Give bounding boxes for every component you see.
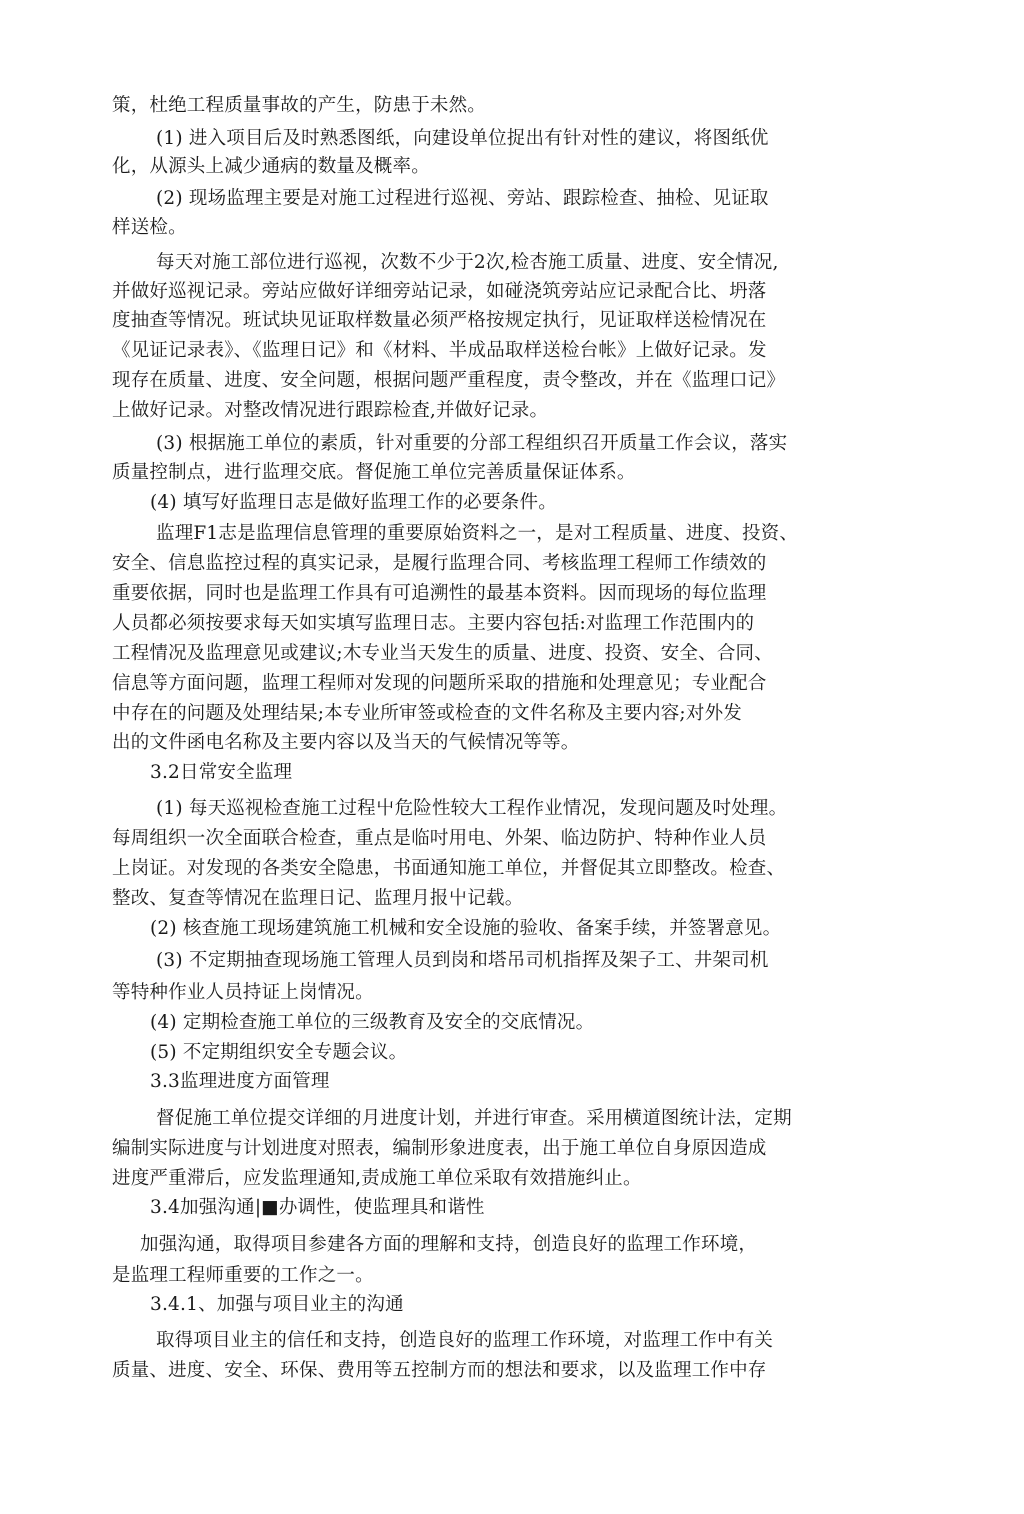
- text-line: (3) 不定期抽查现场施工管理人员到岗和塔吊司机指挥及架子工、井架司机: [156, 950, 769, 971]
- text-line: (1) 进入项目后及时熟悉图纸，向建设单位捉出有针对性的建议，将图纸优: [156, 128, 769, 149]
- text-line: 整改、复查等情况在监理日记、监理月报屮记载。: [112, 888, 524, 909]
- text-line: 策，杜绝工程质量事故的产生，防患于未然。: [112, 95, 487, 116]
- text-line: 质量、进度、安全、环保、费用等五控制方而的想法和要求，以及监理工作中存: [112, 1360, 767, 1381]
- text-line: (3) 根据施工单位的素质，针对重要的分部工程组织召开质量工作会议，落实: [156, 433, 788, 454]
- text-line: 重要依据，同时也是监理工作具有可追溯性的最基本资料。因而现场的每位监理: [112, 583, 767, 604]
- text-line: 每天对施工部位进行巡视，次数不少于2次,检杏施工质量、进度、安全情况,: [156, 252, 779, 273]
- text-line: 上做好记录。对整改情况进行跟踪检査,并做好记录。: [112, 400, 549, 421]
- text-line: 是监理工程师重要的工作之一。: [112, 1265, 374, 1286]
- text-line: 《见证记录表》、《监理日记》和《材料、半成品取样送检台帐》上做好记录。发: [112, 340, 767, 361]
- text-line: 出的文件函电名称及主要内容以及当天的气候情况等等。: [112, 732, 580, 753]
- text-line: 上岗证。对发现的各类安全隐患，书面通知施工单位，并督促其立即整改。检查、: [112, 858, 786, 879]
- section-heading: 3.4.1、加强与项目业主的沟通: [150, 1294, 404, 1315]
- text-line: (1) 每天巡视检查施工过程屮危险性较大工程作业情况，发现问题及吋处理。: [156, 798, 788, 819]
- text-line: 中存在的问题及处理结杲;本专业所审签或检查的文件名称及主要内容;对外发: [112, 703, 742, 724]
- text-line: (4) 填写好监理日志是做好监理工作的必要条件。: [150, 492, 557, 513]
- text-line: 人员都必须按要求每天如实填写监理日志。主要内容包括:对监理工作范围内的: [112, 613, 755, 634]
- text-line: 安全、信息监控过程的真实记录，是履行监理合同、考核监理工程师工作绩效的: [112, 553, 767, 574]
- text-line: 取得项目业主的信任和支持，创造良好的监理工作环境，对监理工作中有关: [156, 1330, 774, 1351]
- text-line: (2) 现场监理主要是对施工过程进行巡视、旁站、跟踪检查、抽检、见证取: [156, 188, 769, 209]
- text-line: 样送检。: [112, 217, 187, 238]
- text-line: 工程情况及监理意见或建议;木专业当天发生的质量、进度、投资、安全、合同、: [112, 643, 773, 664]
- text-line: 质量控制点，进行监理交底。督促施工单位完善质量保证体系。: [112, 462, 636, 483]
- section-heading: 3.4加强沟通|■办调性，使监理具和谐性: [150, 1197, 485, 1218]
- text-line: 化，从源头上减少通病的数量及概率。: [112, 156, 430, 177]
- text-line: (4) 定期检查施工单位的三级教育及安全的交底情况。: [150, 1012, 595, 1033]
- text-line: 等特种作业人员持证上岗情况。: [112, 982, 374, 1003]
- text-line: 监理F1志是监理信息管理的重要原始资料之一，是对工程质量、进度、投资、: [156, 523, 799, 544]
- text-line: 进度严重滞后，应发监理通知,责成施工单位采取有效措施纠止。: [112, 1168, 642, 1189]
- section-heading: 3.3监理进度方面管理: [150, 1071, 330, 1092]
- text-line: (5) 不定期组织安全专题会议。: [150, 1042, 408, 1063]
- text-line: (2) 核查施工现场建筑施工机械和安全设施的验收、备案手续，并签署意见。: [150, 918, 782, 939]
- text-line: 加强沟通，取得项目参建各方面的理解和支持，创造良好的监理工作环境，: [140, 1234, 758, 1255]
- text-line: 督促施工单位提交详细的月进度计划，并进行审查。采用横道图统计法，定期: [156, 1108, 792, 1129]
- text-line: 每周组织一次全面联合检查，重点是临吋用电、外架、临边防护、特种作业人员: [112, 828, 767, 849]
- section-heading: 3.2日常安全监理: [150, 762, 293, 783]
- text-line: 信息等方面问题，监理工程师对发现的问题所采取的措施和处理意见；专业配合: [112, 673, 767, 694]
- text-line: 并做好巡视记录。旁站应做好详细旁站记录，如碰浇筑旁站应记录配合比、坍落: [112, 281, 767, 302]
- text-line: 度抽查等情况。班试块见证取样数量必须严格按规定执行，见证取样送检情况在: [112, 310, 767, 331]
- text-line: 现存在质量、进度、安全问题，根据问题严重程度，责令整改，并在《监理口记》: [112, 370, 786, 391]
- text-line: 编制实际进度与计划进度对照表，编制形象进度表，出于施工单位自身原因造成: [112, 1138, 767, 1159]
